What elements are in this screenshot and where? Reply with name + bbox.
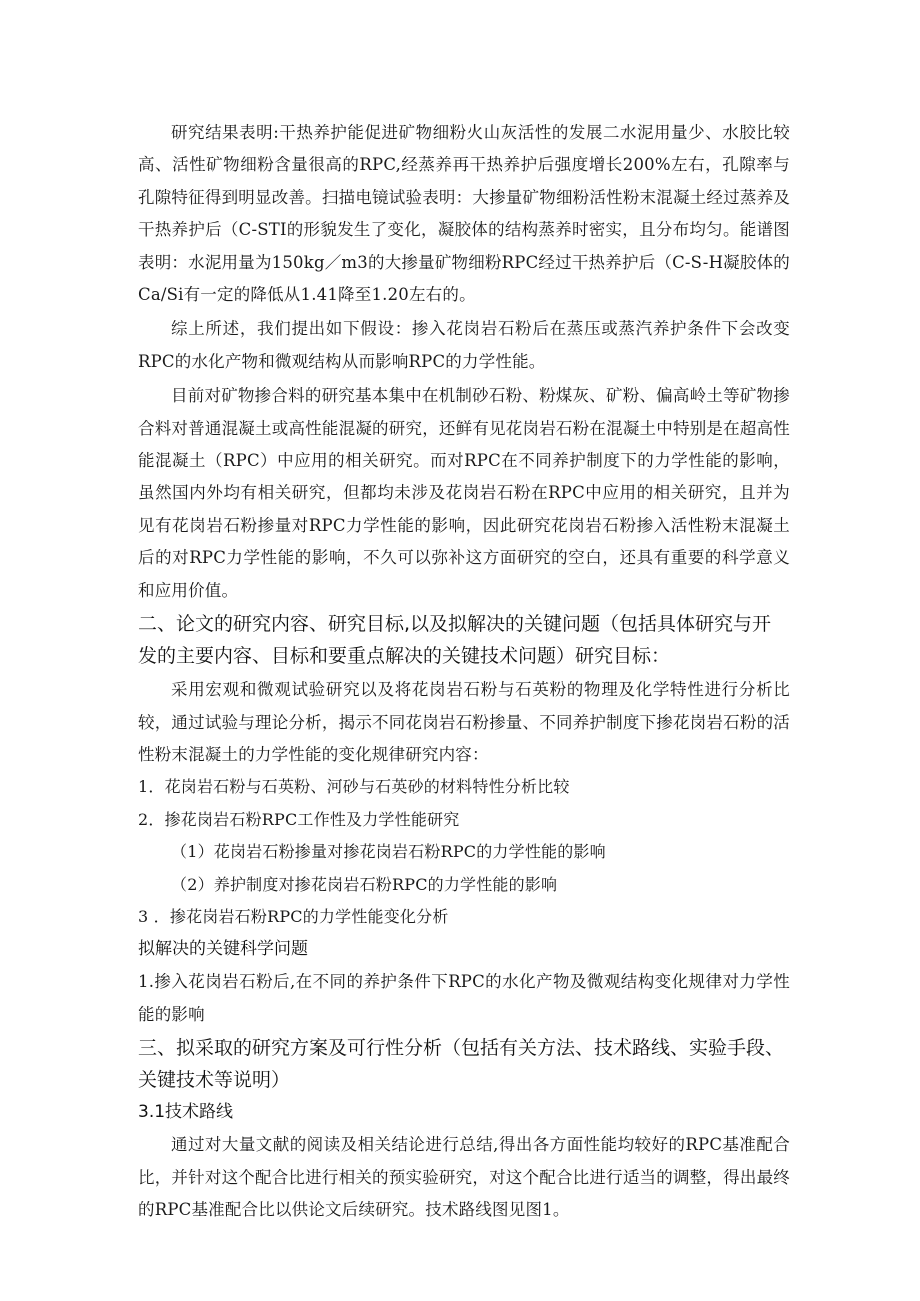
technical-route-heading: 3.1技术路线: [138, 1102, 234, 1123]
research-content-item-1: 1．花岗岩石粉与石英粉、河砂与石英砂的材料特性分析比较: [138, 777, 570, 797]
research-content-subitem-1: （1）花岗岩石粉掺量对掺花岗岩石粉RPC的力学性能的影响: [171, 842, 606, 862]
research-content-item-3: 3 ．掺花岗岩石粉RPC的力学性能变化分析: [138, 906, 449, 926]
paragraph-hypothesis: 综上所述，我们提出如下假设：掺入花岗岩石粉后在蒸压或蒸汽养护条件下会改变RPC的水化产物和微观结构从而影响RPC的力学性能。: [138, 319, 790, 371]
research-goal-label: 研究目标：: [575, 645, 671, 668]
key-problem-heading: 拟解决的关键科学问题: [138, 939, 308, 960]
research-goal-text: 采用宏观和微观试验研究以及将花岗岩石粉与石英粉的物理及化学特性进行分析比较，通过试验与理论分析，揭示不同花岗岩石粉掺量、不同养护制度下掺花岗岩石粉的活性粉末混凝土的力学性能的变化规律: [138, 680, 790, 764]
key-problem-text: 1.掺入花岗岩石粉后,在不同的养护条件下RPC的水化产物及微观结构变化规律对力学性能的影响: [138, 972, 790, 1024]
section-3-heading-main: 三、拟采取的研究方案及可行性分析: [138, 1037, 443, 1060]
section-3-heading-paren: （包括有关方法、技术路线、实验手段、关键技术等说明）: [138, 1037, 785, 1092]
research-content-label: 研究内容：: [405, 744, 489, 764]
technical-route-text: 通过对大量文献的阅读及相关结论进行总结,得出各方面性能均较好的RPC基准配合比，并针对这个配合比进行相关的预实验研究，对这个配合比进行适当的调整，得出最终的RPC基准配合比以供论文后续研究。技术路线图见图1。: [138, 1135, 790, 1219]
section-3-heading: [138, 1032, 790, 1096]
paragraph-research-goal: [138, 674, 790, 771]
document-body: [138, 117, 790, 1226]
section-2-heading-paren: （包括具体研究与开发的主要内容、目标和要重点解决的关键技术问题）: [138, 613, 772, 668]
research-content-subitem-2: （2）养护制度对掺花岗岩石粉RPC的力学性能的影响: [171, 874, 558, 894]
section-2-heading-main: 二、论文的研究内容、研究目标,以及拟解决的关键问题: [138, 613, 601, 636]
paragraph-research-status: 目前对矿物掺合料的研究基本集中在机制砂石粉、粉煤灰、矿粉、偏高岭土等矿物掺合料对普通混凝土或高性能混凝的研究，还鲜有见花岗岩石粉在混凝土中特别是在超高性能混凝土（RPC）中应用的相关研究。而对RPC在不同养护制度下的力学性能的影响，虽然国内外均有相关研究，但都均未涉及花岗岩石粉在RPC中应用的相关研究，且并为见有花岗岩石粉掺量对RPC力学性能的影响，因此研究花岗岩石粉掺入活性粉末混凝土后的对RPC力学性能的影响，不久可以弥补这方面研究的空白，还具有重要的科学意义和应用价值。: [138, 386, 790, 600]
research-content-item-2: 2．掺花岗岩石粉RPC工作性及力学性能研究: [138, 809, 460, 829]
paragraph-research-results: 研究结果表明:干热养护能促进矿物细粉火山灰活性的发展二水泥用量少、水胶比较高、活性矿物细粉含量很高的RPC,经蒸养再干热养护后强度增长200%左右，孔隙率与孔隙特征得到明显改善。扫描电镜试验表明：大掺量矿物细粉活性粉末混凝土经过蒸养及干热养护后（C-STI的形貌发生了变化，凝胶体的结构蒸养时密实，且分布均匀。能谱图表明：水泥用量为150kg／m3的大掺量矿物细粉RPC经过干热养护后（C-S-H凝胶体的Ca/Si有一定的降低从1.41降至1.20左右的。: [138, 123, 790, 305]
section-2-heading: [138, 608, 790, 672]
